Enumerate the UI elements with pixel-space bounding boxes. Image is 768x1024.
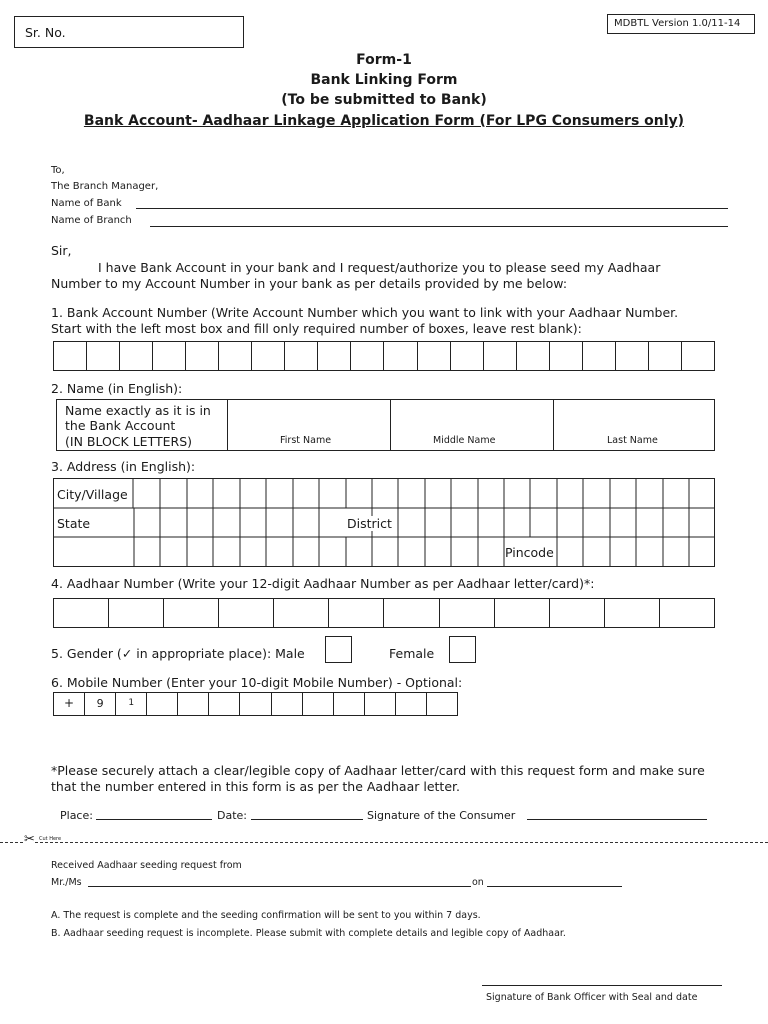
account-digit-box[interactable]	[582, 342, 615, 370]
cut-line	[0, 842, 768, 843]
mobile-digit-box[interactable]	[208, 693, 239, 715]
bank-name-label: Name of Bank	[51, 198, 122, 209]
sr-no-label: Sr. No.	[25, 25, 66, 40]
account-digit-box[interactable]	[350, 342, 383, 370]
account-digit-box[interactable]	[516, 342, 549, 370]
first-name-label: First Name	[280, 435, 332, 446]
aadhaar-digit-box[interactable]	[163, 599, 218, 627]
account-digit-box[interactable]	[417, 342, 450, 370]
salutation: Sir,	[51, 243, 72, 258]
mobile-prefix-plus	[54, 693, 84, 715]
section-1-line-1: 1. Bank Account Number (Write Account Number which you want to link with your Aadhaar Number.	[51, 305, 679, 320]
form-number: Form-1	[356, 52, 412, 68]
account-digit-box[interactable]	[615, 342, 648, 370]
note-a: A. The request is complete and the seeding confirmation will be sent to you within 7 days.	[51, 910, 481, 921]
mobile-digit-box[interactable]	[239, 693, 270, 715]
aadhaar-digit-box[interactable]	[604, 599, 659, 627]
version-label: MDBTL Version 1.0/11-14	[614, 18, 741, 29]
note-b: B. Aadhaar seeding request is incomplete. Please submit with complete details and legible copy of Aadhaar.	[51, 928, 566, 939]
attachment-note-line-2: that the number entered in this form is as per the Aadhaar letter.	[51, 779, 460, 794]
name-instruction-1: Name exactly as it is in	[65, 403, 211, 418]
aadhaar-digit-box[interactable]	[328, 599, 383, 627]
name-instruction-2: the Bank Account	[65, 418, 176, 433]
to-label: To,	[51, 165, 65, 176]
branch-name-field[interactable]	[150, 226, 728, 227]
account-digit-box[interactable]	[450, 342, 483, 370]
account-digit-box[interactable]	[383, 342, 416, 370]
received-date-field[interactable]	[487, 886, 622, 887]
state-label: State	[57, 516, 91, 531]
bank-account-number-boxes[interactable]	[53, 341, 715, 371]
mobile-digit-box[interactable]	[177, 693, 208, 715]
aadhaar-digit-box[interactable]	[54, 599, 108, 627]
mr-ms-label: Mr./Ms	[51, 877, 82, 888]
district-label: District	[347, 516, 392, 531]
place-label: Place:	[60, 809, 93, 822]
name-instruction-3: (IN BLOCK LETTERS)	[65, 434, 193, 449]
aadhaar-digit-box[interactable]	[108, 599, 163, 627]
place-field[interactable]	[96, 819, 212, 820]
mobile-digit-box[interactable]	[302, 693, 333, 715]
letter-line-1: I have Bank Account in your bank and I request/authorize you to please seed my Aadhaar	[98, 260, 661, 275]
last-name-field[interactable]	[554, 400, 714, 450]
aadhaar-digit-box[interactable]	[659, 599, 714, 627]
mobile-prefix-nine-text: 9	[96, 697, 104, 710]
name-table	[56, 399, 715, 451]
aadhaar-digit-box[interactable]	[218, 599, 273, 627]
sr-no-box[interactable]	[14, 16, 244, 48]
section-5-heading: 5. Gender (✓ in appropriate place): Male	[51, 646, 305, 661]
account-digit-box[interactable]	[185, 342, 218, 370]
account-digit-box[interactable]	[681, 342, 714, 370]
received-label: Received Aadhaar seeding request from	[51, 860, 242, 871]
aadhaar-digit-box[interactable]	[383, 599, 438, 627]
mobile-digit-box[interactable]	[426, 693, 457, 715]
mobile-digit-box[interactable]	[333, 693, 364, 715]
letter-line-2: Number to my Account Number in your bank as per details provided by me below:	[51, 276, 568, 291]
date-field[interactable]	[251, 819, 363, 820]
officer-signature-label: Signature of Bank Officer with Seal and date	[486, 992, 698, 1003]
mobile-prefix-one-text: 1	[128, 698, 135, 708]
section-3-heading: 3. Address (in English):	[51, 459, 196, 474]
account-digit-box[interactable]	[152, 342, 185, 370]
pincode-label: Pincode	[505, 545, 554, 560]
middle-name-field[interactable]	[391, 400, 553, 450]
section-4-heading: 4. Aadhaar Number (Write your 12-digit Aadhaar Number as per Aadhaar letter/card)*:	[51, 576, 595, 591]
male-checkbox[interactable]	[325, 636, 352, 663]
account-digit-box[interactable]	[317, 342, 350, 370]
section-2-heading: 2. Name (in English):	[51, 381, 183, 396]
aadhaar-digit-box[interactable]	[439, 599, 494, 627]
female-checkbox[interactable]	[449, 636, 476, 663]
branch-manager-label: The Branch Manager,	[51, 181, 159, 192]
applicant-name-field[interactable]	[88, 886, 471, 887]
last-name-label: Last Name	[607, 435, 658, 446]
account-digit-box[interactable]	[648, 342, 681, 370]
mobile-digit-box[interactable]	[395, 693, 426, 715]
section-1-line-2: Start with the left most box and fill only required number of boxes, leave rest blank):	[51, 321, 582, 336]
date-label: Date:	[217, 809, 247, 822]
bank-name-field[interactable]	[136, 208, 728, 209]
middle-name-label: Middle Name	[433, 435, 496, 446]
address-table[interactable]	[53, 478, 715, 567]
mobile-digit-box[interactable]	[146, 693, 177, 715]
branch-name-label: Name of Branch	[51, 215, 132, 226]
mobile-prefix-nine	[84, 693, 115, 715]
account-digit-box[interactable]	[86, 342, 119, 370]
cut-here-label: Cut Here	[39, 836, 62, 842]
account-digit-box[interactable]	[54, 342, 86, 370]
version-box	[607, 14, 755, 34]
account-digit-box[interactable]	[284, 342, 317, 370]
account-digit-box[interactable]	[218, 342, 251, 370]
mobile-digit-box[interactable]	[364, 693, 395, 715]
aadhaar-number-boxes[interactable]	[53, 598, 715, 628]
section-6-heading: 6. Mobile Number (Enter your 10-digit Mobile Number) - Optional:	[51, 675, 463, 690]
consumer-signature-field[interactable]	[527, 819, 707, 820]
aadhaar-digit-box[interactable]	[549, 599, 604, 627]
mobile-number-boxes[interactable]	[53, 692, 458, 716]
aadhaar-digit-box[interactable]	[273, 599, 328, 627]
submit-note: (To be submitted to Bank)	[281, 92, 487, 108]
mobile-prefix-plus-text: +	[64, 696, 75, 710]
aadhaar-digit-box[interactable]	[494, 599, 549, 627]
first-name-field[interactable]	[228, 400, 390, 450]
scissors-icon: ✂	[24, 832, 35, 847]
attachment-note-line-1: *Please securely attach a clear/legible copy of Aadhaar letter/card with this request form and make sure	[51, 763, 705, 778]
account-digit-box[interactable]	[119, 342, 152, 370]
officer-signature-field[interactable]	[482, 985, 722, 986]
consumer-signature-label: Signature of the Consumer	[367, 809, 516, 822]
mobile-prefix-one	[115, 693, 146, 715]
city-village-label: City/Village	[57, 487, 128, 502]
account-digit-box[interactable]	[549, 342, 582, 370]
mobile-digit-box[interactable]	[271, 693, 302, 715]
female-label: Female	[389, 646, 435, 661]
account-digit-box[interactable]	[251, 342, 284, 370]
application-title: Bank Account- Aadhaar Linkage Application Form (For LPG Consumers only)	[83, 113, 685, 129]
on-label: on	[472, 877, 484, 888]
form-name: Bank Linking Form	[310, 72, 458, 88]
account-digit-box[interactable]	[483, 342, 516, 370]
